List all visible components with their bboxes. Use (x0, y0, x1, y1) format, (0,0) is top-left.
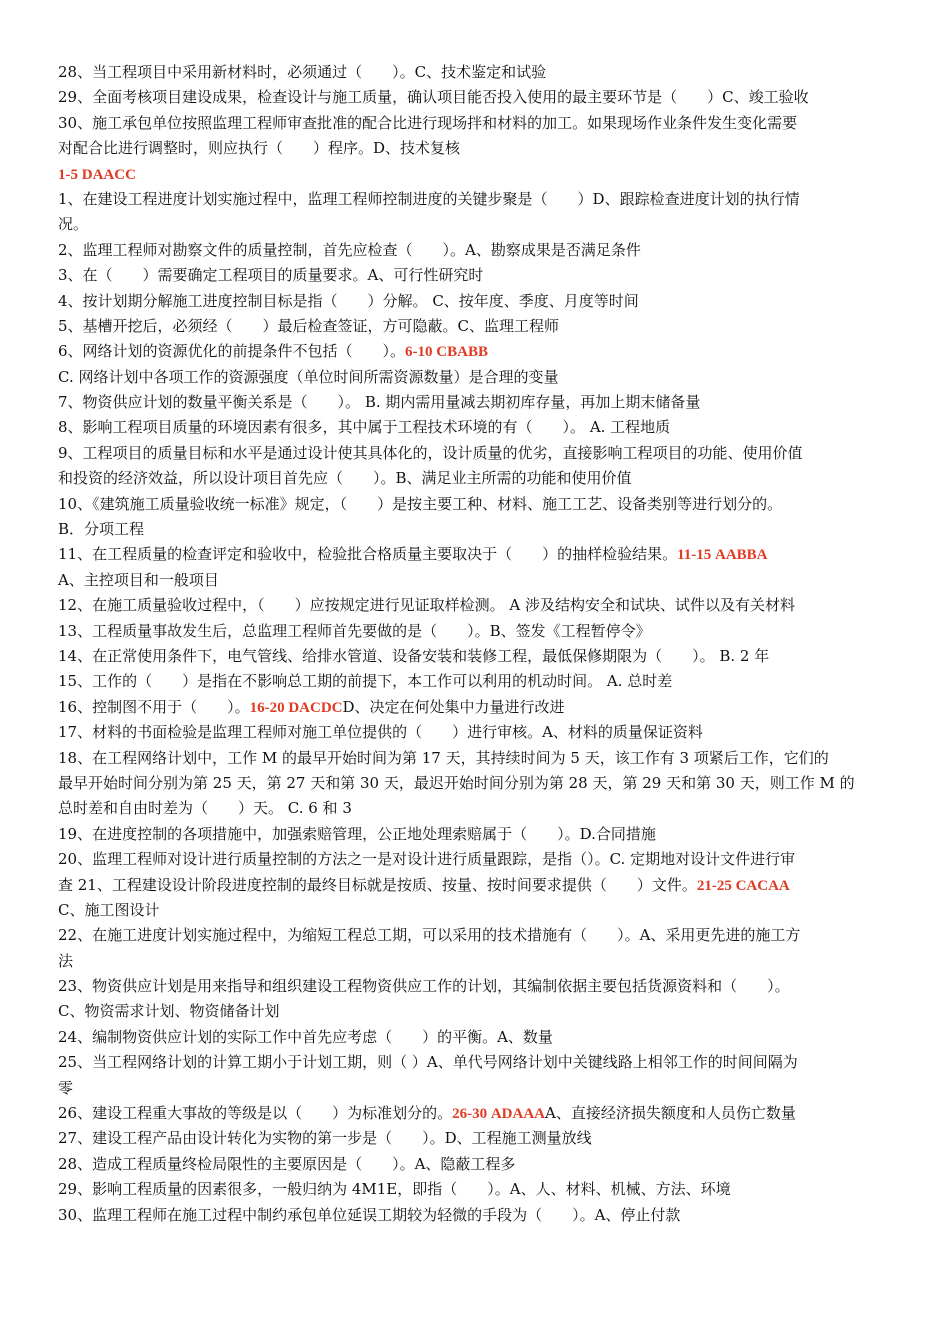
text-segment: 16、控制图不用于（ ）。 (58, 697, 250, 716)
text-line (58, 187, 898, 212)
text-line (58, 898, 898, 923)
text-segment: C、施工图设计 (58, 900, 160, 919)
text-segment: 5、基槽开挖后，必须经（ ）最后检查签证，方可隐蔽。C、监理工程师 (58, 316, 560, 335)
text-line (58, 1076, 898, 1101)
answer-key: 6-10 CBABB (405, 344, 488, 361)
text-segment: 26、建设工程重大事故的等级是以（ ）为标准划分的。 (58, 1104, 453, 1123)
text-line (58, 289, 898, 314)
text-segment: D、决定在何处集中力量进行改进 (342, 697, 565, 716)
text-line (58, 873, 898, 898)
text-line (58, 1101, 898, 1126)
text-line (58, 644, 898, 669)
text-segment: 18、在工程网络计划中，工作 M 的最早开始时间为第 17 天，其持续时间为 5 天，该工作有 3 项紧后工作，它们的 (58, 748, 829, 767)
text-segment: 29、影响工程质量的因素很多，一般归纳为 4M1E，即指（ ）。A、人、材料、机械、方法、环境 (58, 1180, 731, 1199)
text-line (58, 974, 898, 999)
text-line (58, 796, 898, 821)
text-segment: 30、施工承包单位按照监理工程师审查批准的配合比进行现场拌和材料的加工。如果现场作业条件发生变化需要 (58, 113, 798, 132)
text-segment: 13、工程质量事故发生后，总监理工程师首先要做的是（ ）。B、签发《工程暂停令》 (58, 621, 651, 640)
text-segment: 查 21、工程建设设计阶段进度控制的最终目标就是按质、按量、按时间要求提供（ ）文件。 (58, 875, 697, 894)
text-line (58, 568, 898, 593)
text-line (58, 923, 898, 948)
text-segment: 24、编制物资供应计划的实际工作中首先应考虑（ ）的平衡。A、数量 (58, 1027, 553, 1046)
text-segment: 20、监理工程师对设计进行质量控制的方法之一是对设计进行质量跟踪，是指（）。C. 定期地对设计文件进行审 (58, 850, 796, 869)
text-line (58, 365, 898, 390)
answer-key: 21-25 CACAA (696, 877, 790, 894)
text-line (58, 1152, 898, 1177)
text-line (58, 542, 898, 567)
text-line (58, 339, 898, 364)
text-line (58, 85, 898, 110)
text-line (58, 390, 898, 415)
text-line (58, 593, 898, 618)
text-line (58, 619, 898, 644)
text-line (58, 441, 898, 466)
text-line (58, 1025, 898, 1050)
text-line (58, 720, 898, 745)
text-segment: 7、物资供应计划的数量平衡关系是（ ）。 B. 期内需用量减去期初库存量，再加上期末储备量 (58, 393, 701, 412)
text-segment: 30、监理工程师在施工过程中制约承包单位延误工期较为轻微的手段为（ ）。A、停止付款 (58, 1205, 681, 1224)
text-line (58, 136, 898, 161)
text-segment: 2、监理工程师对勘察文件的质量控制，首先应检查（ ）。A、勘察成果是否满足条件 (58, 240, 641, 259)
text-segment: B．分项工程 (58, 520, 145, 539)
text-line (58, 669, 898, 694)
text-line (58, 695, 898, 720)
text-segment: 8、影响工程项目质量的环境因素有很多，其中属于工程技术环境的有（ ）。 A. 工程地质 (58, 418, 671, 437)
text-line (58, 1177, 898, 1202)
text-line (58, 999, 898, 1024)
text-segment: A、直接经济损失额度和人员伤亡数量 (545, 1104, 796, 1123)
text-line (58, 314, 898, 339)
text-segment: 27、建设工程产品由设计转化为实物的第一步是（ ）。D、工程施工测量放线 (58, 1129, 592, 1148)
text-segment: 17、材料的书面检验是监理工程师对施工单位提供的（ ）进行审核。A、材料的质量保证资料 (58, 723, 703, 742)
text-line (58, 1050, 898, 1075)
answer-key: 1-5 DAACC (58, 166, 136, 183)
text-segment: 15、工作的（ ）是指在不影响总工期的前提下，本工作可以利用的机动时间。 A. 总时差 (58, 672, 673, 691)
text-line (58, 238, 898, 263)
text-line (58, 771, 898, 796)
text-line (58, 1203, 898, 1228)
text-segment: 1、在建设工程进度计划实施过程中，监理工程师控制进度的关键步聚是（ ）D、跟踪检查进度计划的执行情 (58, 189, 800, 208)
text-segment: C. 网络计划中各项工作的资源强度（单位时间所需资源数量）是合理的变量 (58, 367, 559, 386)
text-line (58, 492, 898, 517)
text-segment: 最早开始时间分别为第 25 天，第 27 天和第 30 天，最迟开始时间分别为第 28 天，第 29 天和第 30 天，则工作 M 的 (58, 773, 855, 792)
text-line (58, 162, 898, 187)
document-page (58, 60, 898, 1228)
text-segment: 零 (58, 1078, 74, 1097)
text-line (58, 746, 898, 771)
text-segment: 14、在正常使用条件下，电气管线、给排水管道、设备安装和装修工程，最低保修期限为（ ）。 B. 2 年 (58, 646, 770, 665)
text-segment: 6、网络计划的资源优化的前提条件不包括（ ）。 (58, 342, 406, 361)
text-line (58, 949, 898, 974)
text-segment: 29、全面考核项目建设成果，检查设计与施工质量，确认项目能否投入使用的最主要环节是（ ）C、竣工验收 (58, 88, 809, 107)
text-segment: 19、在进度控制的各项措施中，加强索赔管理，公正地处理索赔属于（ ）。D.合同措施 (58, 824, 656, 843)
answer-key: 11-15 AABBA (677, 547, 768, 564)
text-line (58, 415, 898, 440)
text-line (58, 111, 898, 136)
text-line (58, 517, 898, 542)
text-segment: 11、在工程质量的检查评定和验收中，检验批合格质量主要取决于（ ）的抽样检验结果。 (58, 545, 678, 564)
text-line (58, 212, 898, 237)
text-segment: 22、在施工进度计划实施过程中，为缩短工程总工期，可以采用的技术措施有（ ）。A、采用更先进的施工方 (58, 926, 801, 945)
text-segment: 4、按计划期分解施工进度控制目标是指（ ）分解。 C、按年度、季度、月度等时间 (58, 291, 639, 310)
text-segment: 总时差和自由时差为（ ）天。 C. 6 和 3 (58, 799, 352, 818)
text-segment: C、物资需求计划、物资储备计划 (58, 1002, 280, 1021)
text-line (58, 822, 898, 847)
text-line (58, 847, 898, 872)
text-segment: 和投资的经济效益，所以设计项目首先应（ ）。B、满足业主所需的功能和使用价值 (58, 469, 632, 488)
text-line (58, 60, 898, 85)
text-segment: A、主控项目和一般项目 (58, 570, 219, 589)
text-segment: 对配合比进行调整时，则应执行（ ）程序。D、技术复核 (58, 139, 461, 158)
text-segment: 9、工程项目的质量目标和水平是通过设计使其具体化的，设计质量的优劣，直接影响工程项目的功能、使用价值 (58, 443, 803, 462)
text-segment: 12、在施工质量验收过程中，（ ）应按规定进行见证取样检测。 A 涉及结构安全和试块、试件以及有关材料 (58, 596, 795, 615)
text-segment: 25、当工程网络计划的计算工期小于计划工期，则（ ）A、单代号网络计划中关键线路上相邻工作的时间间隔为 (58, 1053, 798, 1072)
text-segment: 法 (58, 951, 74, 970)
text-line (58, 1126, 898, 1151)
answer-key: 26-30 ADAAA (452, 1106, 546, 1123)
text-line (58, 263, 898, 288)
text-segment: 况。 (58, 215, 89, 234)
text-line (58, 466, 898, 491)
text-segment: 23、物资供应计划是用来指导和组织建设工程物资供应工作的计划，其编制依据主要包括货源资料和（ ）。 (58, 977, 790, 996)
text-segment: 3、在（ ）需要确定工程项目的质量要求。A、可行性研究时 (58, 266, 484, 285)
answer-key: 16-20 DACDC (249, 699, 343, 716)
text-segment: 28、造成工程质量终检局限性的主要原因是（ ）。A、隐蔽工程多 (58, 1154, 516, 1173)
text-segment: 28、当工程项目中采用新材料时，必须通过（ ）。C、技术鉴定和试验 (58, 63, 547, 81)
text-segment: 10、《建筑施工质量验收统一标准》规定，（ ）是按主要工种、材料、施工工艺、设备类别等进行划分的。 (58, 494, 783, 513)
